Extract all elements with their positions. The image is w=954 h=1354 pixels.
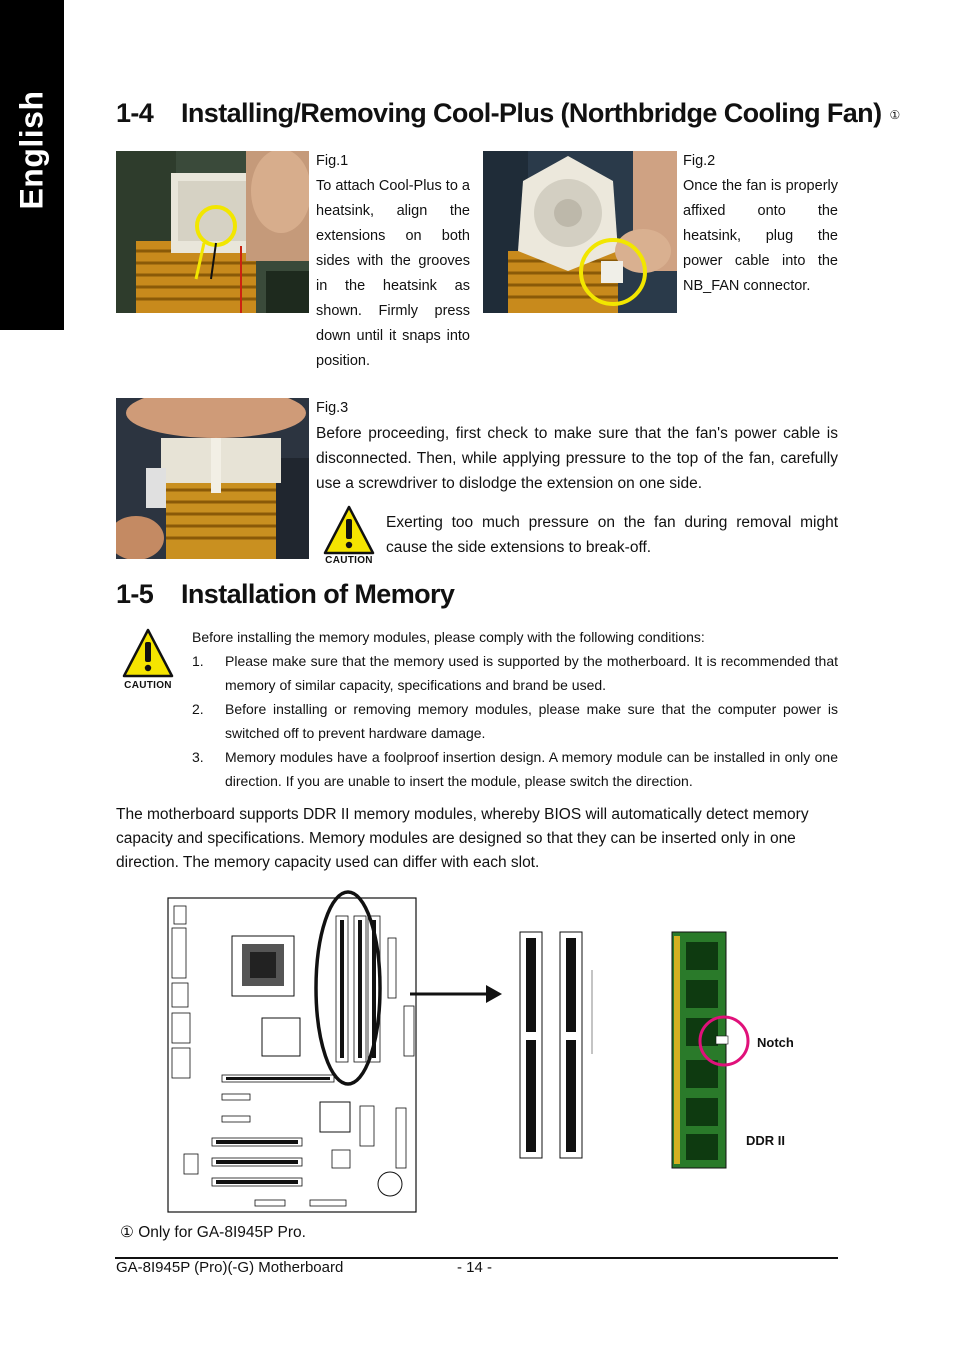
footnote <box>120 1220 306 1245</box>
fig1-photo <box>116 151 309 313</box>
caution-label: CAUTION <box>124 680 172 691</box>
memory-caution-intro: Before installing the memory modules, please comply with the following conditions: <box>192 629 705 645</box>
ddr2-label: DDR II <box>746 1133 785 1148</box>
section-title: Installation of Memory <box>181 579 455 609</box>
page-number: - 14 - <box>457 1259 493 1276</box>
caution-icon <box>120 628 176 692</box>
list-item: 2. Before installing or removing memory modules, please make sure that the computer power is switched off to prevent hardware damage. <box>192 701 838 741</box>
fig2-label: Fig.2 <box>683 153 716 169</box>
list-item: 3. Memory modules have a foolproof insertion design. A memory module can be installed in only one direction. If you are unable to insert the module, please switch the direction. <box>192 749 838 789</box>
fig3-text: Before proceeding, first check to make sure that the fan's power cable is disconnected. Then, while applying pressure to the top of the fan, carefully use a screwdriver to dislodge the extension on one side. <box>316 425 838 492</box>
footnote-text: Only for GA-8I945P Pro. <box>138 1224 306 1241</box>
fig1-caption <box>316 149 470 374</box>
section-heading-1-5 <box>116 579 454 610</box>
caution-icon <box>321 505 377 567</box>
caution-fan-text: Exerting too much pressure on the fan during removal might cause the side extensions to break-off. <box>386 514 838 556</box>
memory-paragraph: The motherboard supports DDR II memory modules, whereby BIOS will automatically detect memory capacity and specifications. Memory modules are designed so that they can be inserted only in one direction. The memory capacity used can differ with each slot. <box>116 806 809 871</box>
language-tab-label: English <box>13 90 50 210</box>
fig2-text: Once the fan is properly affixed onto the heatsink, plug the power cable into the NB_FAN connector. <box>683 178 838 294</box>
memory-caution-block <box>192 625 838 793</box>
notch-label: Notch <box>757 1035 794 1050</box>
section-heading-1-4 <box>116 98 900 129</box>
fig3-photo <box>116 398 309 559</box>
section-number: 1-4 <box>116 98 154 128</box>
fig1-label: Fig.1 <box>316 153 349 169</box>
fig3-caption <box>316 396 838 496</box>
footer-title: GA-8I945P (Pro)(-G) Motherboard <box>116 1259 344 1276</box>
footnote-mark: ① <box>120 1224 134 1241</box>
caution-label: CAUTION <box>325 555 373 566</box>
fig2-photo <box>483 151 677 313</box>
fig2-caption <box>683 149 838 299</box>
list-item: 1. Please make sure that the memory used is supported by the motherboard. It is recommended that memory of similar capacity, specifications and brand be used. <box>192 653 838 693</box>
footnote-mark: ① <box>889 107 900 122</box>
fig1-text: To attach Cool-Plus to a heatsink, align the extensions on both sides with the grooves in the heatsink as shown. Firmly press down until it snaps into position. <box>316 178 470 369</box>
section-title: Installing/Removing Cool-Plus (Northbridge Cooling Fan) <box>181 98 882 128</box>
memory-condition-list <box>192 649 838 793</box>
memory-diagram <box>160 888 810 1218</box>
language-side-tab <box>0 0 64 330</box>
fig3-label: Fig.3 <box>316 400 349 416</box>
section-number: 1-5 <box>116 579 154 609</box>
